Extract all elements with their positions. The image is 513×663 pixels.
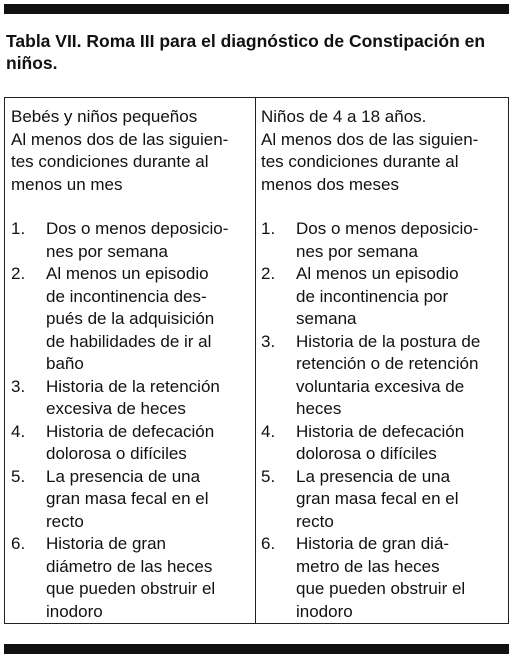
top-rule — [4, 4, 509, 14]
item-text: Dos o menos deposicio- nes por semana — [296, 219, 479, 261]
item-text: Historia de defecación dolorosa o difíciles — [296, 421, 465, 463]
item-text: Al menos un episodio de incontinencia des- pués de la adquisición de habilidades de ir al baño — [46, 264, 215, 373]
item-number: 5. — [11, 466, 26, 486]
item-number: 3. — [261, 331, 276, 351]
item-number: 4. — [261, 421, 276, 441]
header-line: Bebés y niños pequeños — [11, 107, 198, 126]
item-text: Historia de gran diámetro de las heces que pueden obstruir el inodoro — [46, 534, 216, 621]
header-line: Al menos dos de las siguien- — [11, 129, 229, 149]
criteria-list — [261, 218, 500, 623]
item-text: Historia de defecación dolorosa o difíciles — [46, 421, 215, 463]
list-item — [11, 263, 247, 376]
item-text: La presencia de una gran masa fecal en el recto — [296, 466, 459, 531]
criteria-table — [4, 97, 509, 624]
item-text: Historia de gran diá- metro de las heces que pueden obstruir el inodoro — [296, 534, 466, 621]
column-header — [11, 106, 247, 196]
item-number: 4. — [11, 421, 26, 441]
header-line: tes condiciones durante al — [261, 152, 459, 171]
item-number: 6. — [261, 534, 276, 553]
header-line: Niños de 4 a 18 años. — [261, 107, 427, 126]
item-number: 5. — [261, 466, 276, 486]
list-item — [261, 466, 500, 534]
item-text: Dos o menos deposicio- nes por semana — [46, 219, 229, 261]
list-item — [11, 376, 247, 421]
item-number: 2. — [261, 264, 276, 283]
list-item — [11, 533, 247, 623]
item-text: Al menos un episodio de incontinencia por semana — [296, 264, 459, 328]
item-text: Historia de la postura de retención o de retención voluntaria excesiva de heces — [296, 331, 481, 418]
header-line: tes condiciones durante al — [11, 152, 209, 171]
item-text: Historia de la retención excesiva de heces — [46, 376, 220, 418]
header-line: menos dos meses — [261, 174, 399, 194]
list-item — [261, 533, 500, 623]
criteria-list — [11, 218, 247, 623]
table-title: Tabla VII. Roma III para el diagnóstico de Constipación en niños. — [6, 31, 486, 73]
item-number: 2. — [11, 264, 26, 283]
list-item — [11, 218, 247, 263]
header-line: menos un mes — [11, 174, 123, 194]
list-item — [261, 263, 500, 331]
item-number: 3. — [11, 376, 26, 396]
list-item — [261, 218, 500, 263]
column-children — [256, 98, 508, 623]
item-text: La presencia de una gran masa fecal en el recto — [46, 466, 209, 531]
column-infants — [5, 98, 256, 623]
item-number: 6. — [11, 534, 26, 553]
list-item — [11, 421, 247, 466]
list-item — [261, 331, 500, 421]
list-item — [261, 421, 500, 466]
bottom-rule — [4, 644, 509, 654]
list-item — [11, 466, 247, 534]
item-number: 1. — [11, 219, 26, 238]
item-number: 1. — [261, 219, 276, 238]
header-line: Al menos dos de las siguien- — [261, 129, 479, 149]
column-header — [261, 106, 500, 196]
